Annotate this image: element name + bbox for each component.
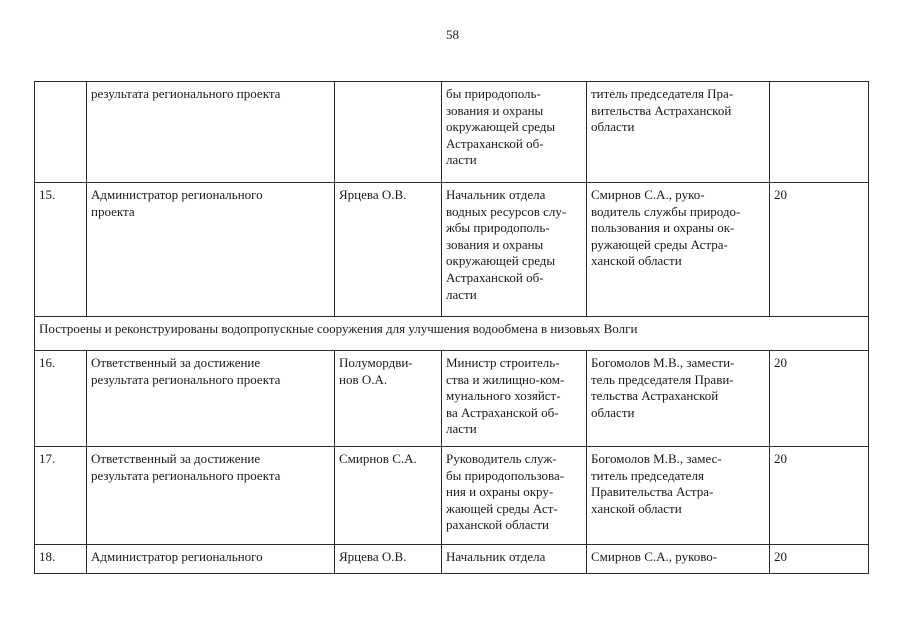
supervisor-cell: Смирнов С.А., руково- [587, 545, 770, 574]
section-title: Построены и реконструированы водопропускные сооружения для улучшения водообмена в низовьях Волги [35, 317, 869, 351]
supervisor-cell: Богомолов М.В., замести- тель председателя Прави- тельства Астраханской области [587, 351, 770, 447]
value-cell: 20 [770, 183, 869, 317]
name-cell: Полумордви- нов О.А. [335, 351, 442, 447]
name-cell [335, 82, 442, 183]
supervisor-cell: Богомолов М.В., замес- титель председателя Правительства Астра- ханской области [587, 447, 770, 545]
value-cell: 20 [770, 447, 869, 545]
position-cell: Начальник отдела водных ресурсов слу- жбы природополь- зования и охраны окружающей среды Астраханской об- ласти [442, 183, 587, 317]
position-cell: Министр строитель- ства и жилищно-ком- мунального хозяйст- ва Астраханской об- ласти [442, 351, 587, 447]
supervisor-cell: Смирнов С.А., руко- водитель службы природо- пользования и охраны ок- ружающей среды Астра- ханской области [587, 183, 770, 317]
role-cell: результата регионального проекта [87, 82, 335, 183]
table-row [35, 351, 869, 447]
row-number-cell: 16. [35, 351, 87, 447]
value-cell [770, 82, 869, 183]
name-cell: Ярцева О.В. [335, 545, 442, 574]
role-cell: Администратор регионального проекта [87, 183, 335, 317]
role-cell: Ответственный за достижение результата регионального проекта [87, 447, 335, 545]
value-cell: 20 [770, 351, 869, 447]
row-number-cell [35, 82, 87, 183]
row-number-cell: 18. [35, 545, 87, 574]
row-number-cell: 15. [35, 183, 87, 317]
page-number: 58 [446, 27, 459, 42]
responsibility-table [34, 81, 869, 574]
position-cell: бы природополь- зования и охраны окружающей среды Астраханской об- ласти [442, 82, 587, 183]
name-cell: Ярцева О.В. [335, 183, 442, 317]
name-cell: Смирнов С.А. [335, 447, 442, 545]
table-row [35, 545, 869, 574]
role-cell: Ответственный за достижение результата регионального проекта [87, 351, 335, 447]
position-cell: Начальник отдела [442, 545, 587, 574]
table-row [35, 447, 869, 545]
table-row [35, 82, 869, 183]
role-cell: Администратор регионального [87, 545, 335, 574]
value-cell: 20 [770, 545, 869, 574]
supervisor-cell: титель председателя Пра- вительства Астраханской области [587, 82, 770, 183]
position-cell: Руководитель служ- бы природопользова- ния и охраны окру- жающей среды Аст- раханской области [442, 447, 587, 545]
row-number-cell: 17. [35, 447, 87, 545]
section-row [35, 317, 869, 351]
table-row [35, 183, 869, 317]
